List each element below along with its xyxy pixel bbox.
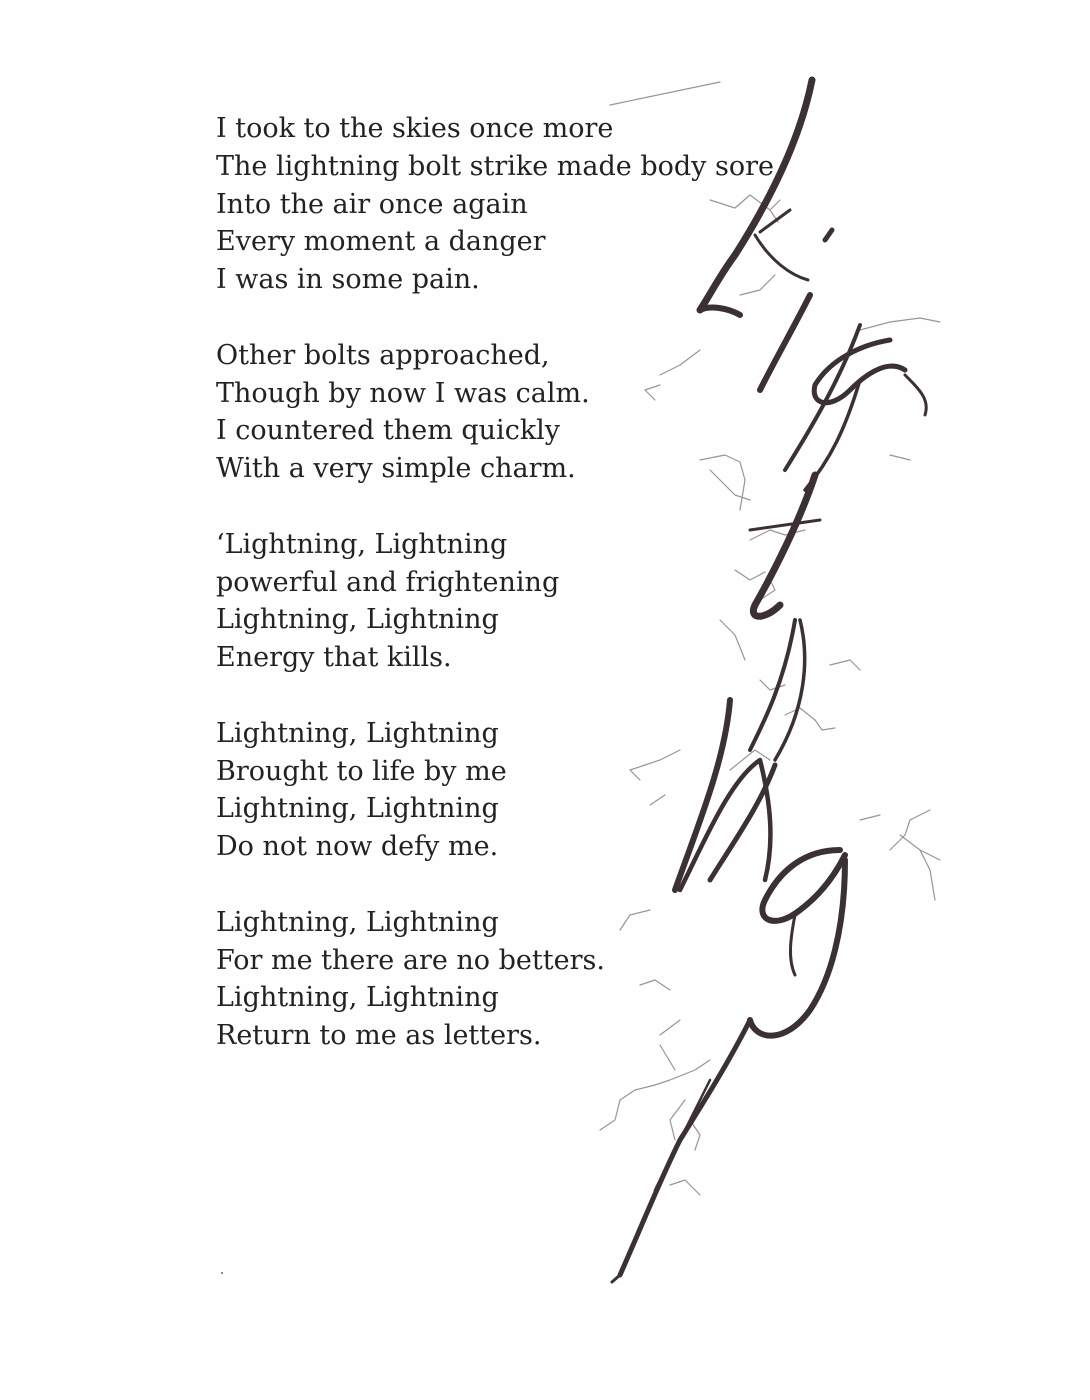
poem-line: ‘Lightning, Lightning	[216, 528, 508, 560]
poem-line: Lightning, Lightning	[216, 982, 499, 1014]
poem-line: Lightning, Lightning	[216, 906, 499, 938]
stray-mark	[221, 1272, 223, 1274]
poem-line: With a very simple charm.	[216, 453, 576, 485]
poem-line: I took to the skies once more	[216, 113, 614, 144]
poem-line: Return to me as letters.	[216, 1020, 542, 1052]
poem-line: For me there are no betters.	[216, 944, 605, 976]
lightning-lettering-illustration	[560, 60, 980, 1300]
poem-line: The lightning bolt strike made body sore.	[216, 150, 783, 182]
poem-line: Though by now I was calm.	[216, 377, 590, 409]
poem-line: Energy that kills.	[216, 642, 452, 674]
poem-line: Brought to life by me	[216, 755, 507, 787]
poem-line: I was in some pain.	[216, 264, 480, 296]
poem-line: I countered them quickly	[216, 415, 561, 447]
poem-line: Lightning, Lightning	[216, 604, 499, 636]
poem-line: Lightning, Lightning	[216, 717, 499, 749]
poem-line: Do not now defy me.	[216, 831, 499, 863]
poem-line: Other bolts approached,	[216, 339, 550, 371]
poem-line: Every moment a danger	[216, 226, 546, 258]
poem-line: Into the air once again	[216, 188, 528, 220]
poem-line: Lightning, Lightning	[216, 793, 499, 825]
poem-line: powerful and frightening	[216, 566, 560, 598]
